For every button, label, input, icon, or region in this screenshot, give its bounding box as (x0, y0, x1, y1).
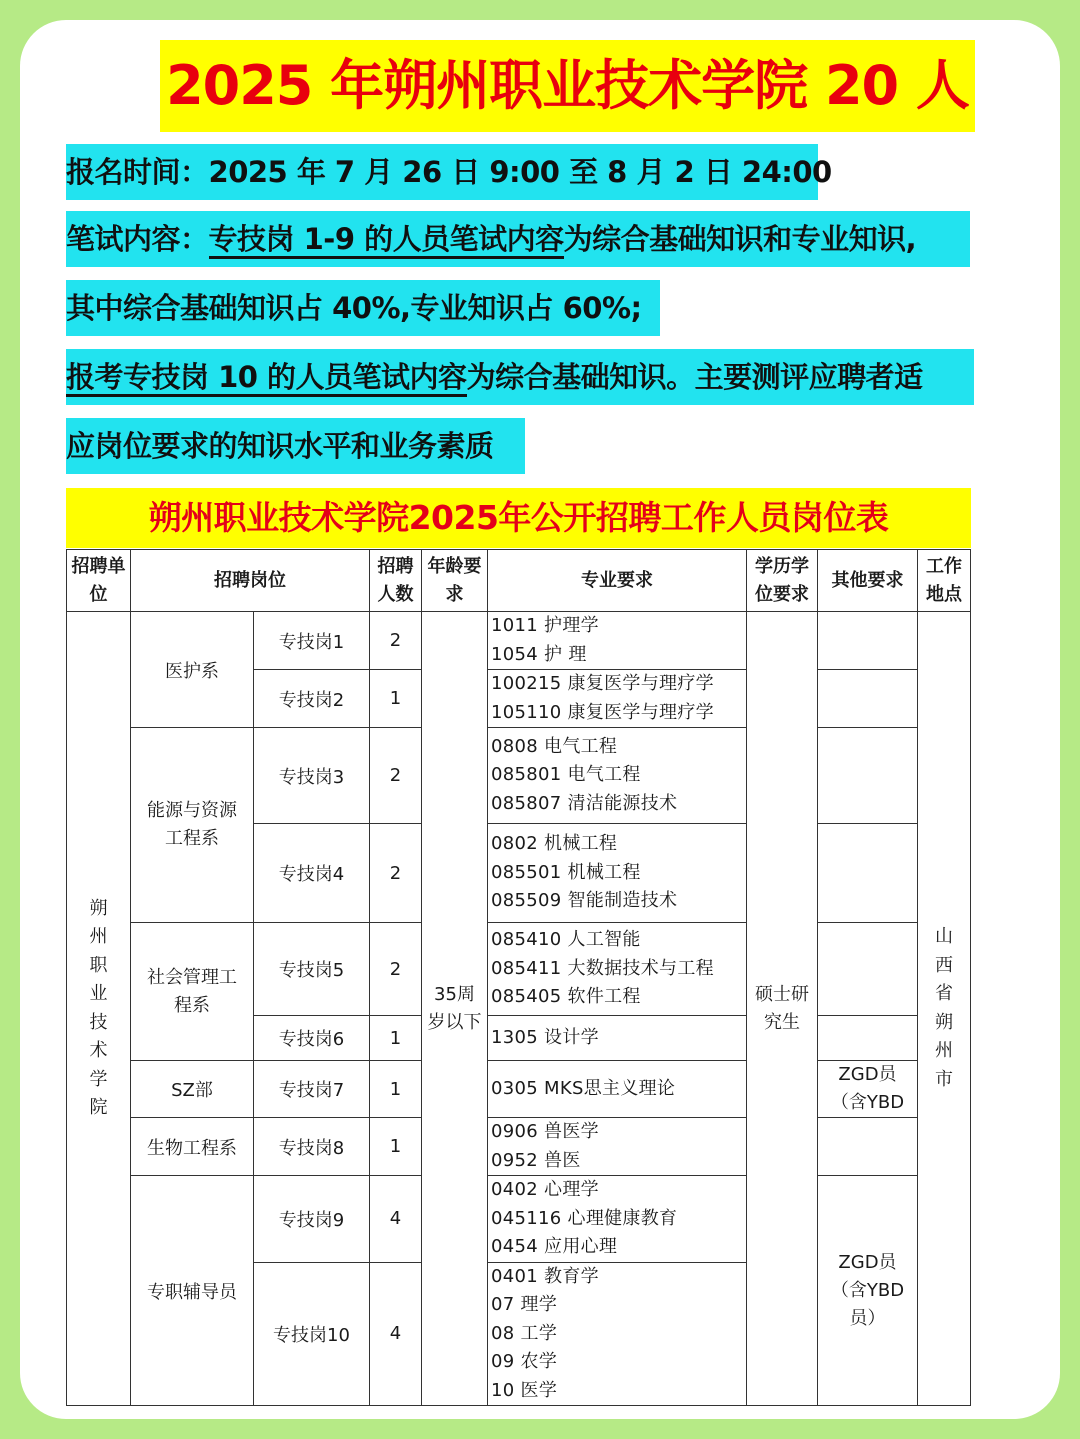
positions-table (66, 549, 971, 1406)
major-cell: 0401 教育学 07 理学 08 工学 09 农学 10 医学 (488, 1262, 747, 1406)
header-unit: 招聘单位 (67, 550, 131, 612)
post-cell: 专技岗3 (254, 728, 370, 824)
exam-rest-3: 为综合基础知识。主要测评应聘者适 (466, 360, 923, 394)
title-banner (160, 40, 975, 132)
header-other: 其他要求 (818, 550, 918, 612)
post-cell: 专技岗10 (254, 1262, 370, 1406)
exam-label: 笔试内容： (66, 222, 209, 256)
post-cell: 专技岗5 (254, 923, 370, 1016)
exam-underlined-3: 报考专技岗 10 的人员笔试内容 (66, 360, 467, 397)
registration-line (66, 144, 832, 200)
other-cell (818, 1118, 918, 1176)
other-cell: ZGD员（含YBD (818, 1061, 918, 1118)
table-row (67, 923, 971, 1016)
major-cell: 1305 设计学 (488, 1016, 747, 1061)
header-location: 工作地点 (918, 550, 971, 612)
header-position: 招聘岗位 (131, 550, 370, 612)
degree-cell: 硕士研究生 (747, 612, 818, 1406)
dept-cell: SZ部 (131, 1061, 254, 1118)
age-cell: 35周岁以下 (422, 612, 488, 1406)
post-cell: 专技岗2 (254, 670, 370, 728)
dept-cell: 生物工程系 (131, 1118, 254, 1176)
other-cell (818, 1016, 918, 1061)
exam-line-2: 其中综合基础知识占 40%,专业知识占 60%; (66, 291, 642, 325)
post-cell: 专技岗8 (254, 1118, 370, 1176)
post-cell: 专技岗1 (254, 612, 370, 670)
post-cell: 专技岗4 (254, 824, 370, 923)
other-cell (818, 824, 918, 923)
count-cell: 1 (370, 670, 422, 728)
table-title: 朔州职业技术学院2025年公开招聘工作人员岗位表 (148, 498, 889, 537)
table-header-row (67, 550, 971, 612)
other-cell (818, 612, 918, 670)
count-cell: 1 (370, 1061, 422, 1118)
exam-line-4: 应岗位要求的知识水平和业务素质 (66, 429, 494, 463)
major-cell: 1011 护理学 1054 护 理 (488, 612, 747, 670)
major-cell: 0402 心理学 045116 心理健康教育 0454 应用心理 (488, 1176, 747, 1263)
exam-underlined-1: 专技岗 1-9 的人员笔试内容 (209, 222, 564, 259)
location-cell: 山西省朔州市 (918, 612, 971, 1406)
unit-cell: 朔州职业技术学院 (67, 612, 131, 1406)
table-row (67, 1176, 971, 1263)
other-cell (818, 670, 918, 728)
post-cell: 专技岗7 (254, 1061, 370, 1118)
major-cell: 0808 电气工程 085801 电气工程 085807 清洁能源技术 (488, 728, 747, 824)
table-title-bar (66, 488, 971, 548)
exam-rest-1: 为综合基础知识和专业知识, (563, 222, 917, 256)
major-cell: 0305 MKS思主义理论 (488, 1061, 747, 1118)
header-degree: 学历学位要求 (747, 550, 818, 612)
count-cell: 4 (370, 1176, 422, 1263)
header-major: 专业要求 (488, 550, 747, 612)
page-title: 2025 年朔州职业技术学院 20 人 (166, 54, 969, 117)
post-cell: 专技岗9 (254, 1176, 370, 1263)
count-cell: 1 (370, 1118, 422, 1176)
major-cell: 0906 兽医学 0952 兽医 (488, 1118, 747, 1176)
dept-cell: 专职辅导员 (131, 1176, 254, 1406)
major-cell: 0802 机械工程 085501 机械工程 085509 智能制造技术 (488, 824, 747, 923)
exam-line-3 (66, 349, 923, 405)
header-count: 招聘人数 (370, 550, 422, 612)
table-row (67, 1118, 971, 1176)
table-row (67, 728, 971, 824)
table-row (67, 612, 971, 670)
count-cell: 4 (370, 1262, 422, 1406)
count-cell: 2 (370, 728, 422, 824)
dept-cell: 能源与资源工程系 (131, 728, 254, 923)
table-row (67, 1061, 971, 1118)
registration-text: 2025 年 7 月 26 日 9:00 至 8 月 2 日 24:00 (208, 155, 832, 189)
other-cell (818, 728, 918, 824)
other-cell (818, 923, 918, 1016)
count-cell: 2 (370, 923, 422, 1016)
count-cell: 2 (370, 824, 422, 923)
count-cell: 1 (370, 1016, 422, 1061)
post-cell: 专技岗6 (254, 1016, 370, 1061)
header-age: 年龄要求 (422, 550, 488, 612)
registration-label: 报名时间： (66, 155, 209, 189)
other-cell: ZGD员（含YBD员） (818, 1176, 918, 1406)
exam-line-1 (66, 211, 916, 267)
count-cell: 2 (370, 612, 422, 670)
major-cell: 085410 人工智能 085411 大数据技术与工程 085405 软件工程 (488, 923, 747, 1016)
dept-cell: 社会管理工程系 (131, 923, 254, 1061)
dept-cell: 医护系 (131, 612, 254, 728)
major-cell: 100215 康复医学与理疗学 105110 康复医学与理疗学 (488, 670, 747, 728)
